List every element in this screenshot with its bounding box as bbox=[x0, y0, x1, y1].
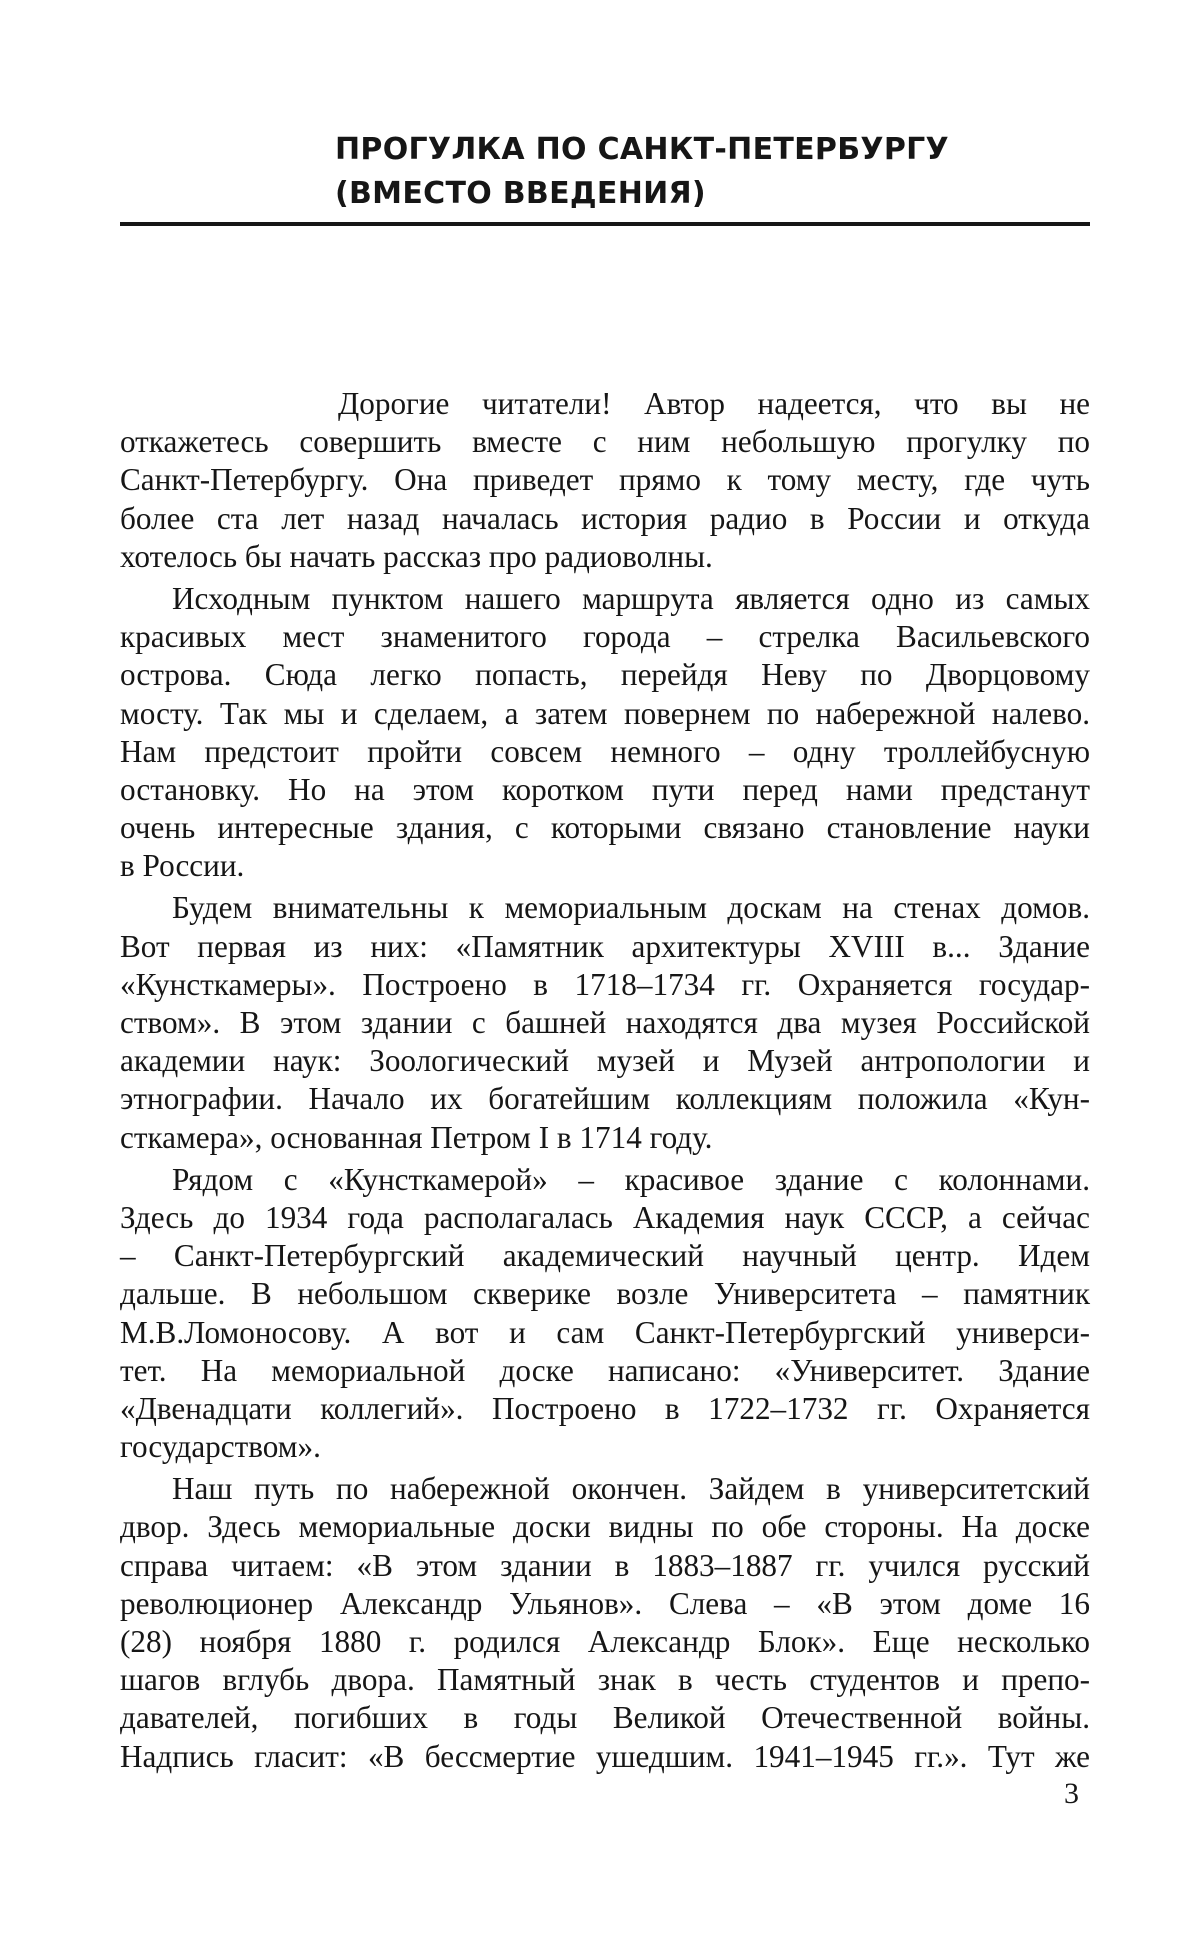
text-line: шагов вглубь двора. Памятный знак в честь студентов и препо- bbox=[120, 1662, 1090, 1698]
chapter-heading bbox=[335, 128, 1095, 216]
text-line: давателей, погибших в годы Великой Отечественной войны. bbox=[120, 1700, 1090, 1736]
text-line: – Санкт-Петербургский академический научный центр. Идем bbox=[120, 1238, 1090, 1274]
text-line: дальше. В небольшом скверике возле Университета – памятник bbox=[120, 1276, 1090, 1312]
text-line: откажетесь совершить вместе с ним небольшую прогулку по bbox=[120, 424, 1090, 460]
text-line: мосту. Так мы и сделаем, а затем повернем по набережной налево. bbox=[120, 695, 1090, 731]
text-line: «Кунсткамеры». Построено в 1718–1734 гг. Охраняется государ- bbox=[120, 966, 1090, 1002]
text-line: Вот первая из них: «Памятник архитектуры XVIII в... Здание bbox=[120, 928, 1090, 964]
text-line: сткамера», основанная Петром I в 1714 году. bbox=[120, 1119, 713, 1155]
text-line: Надпись гласит: «В бессмертие ушедшим. 1941–1945 гг.». Тут же bbox=[120, 1738, 1090, 1774]
text-line: Исходным пунктом нашего маршрута является одно из самых bbox=[172, 580, 1090, 616]
text-line: Рядом с «Кунсткамерой» – красивое здание с колоннами. bbox=[172, 1161, 1090, 1197]
text-line: более ста лет назад началась история радио в России и откуда bbox=[120, 500, 1090, 536]
text-line: красивых мест знаменитого города – стрелка Васильевского bbox=[120, 619, 1090, 655]
heading-divider bbox=[120, 222, 1090, 226]
page-number: 3 bbox=[1064, 1777, 1079, 1810]
text-line: остановку. Но на этом коротком пути перед нами предстанут bbox=[120, 771, 1090, 807]
text-line: «Двенадцати коллегий». Построено в 1722–1732 гг. Охраняется bbox=[120, 1390, 1090, 1426]
text-line: революционер Александр Ульянов». Слева – «В этом доме 16 bbox=[120, 1585, 1090, 1621]
chapter-subtitle: (ВМЕСТО ВВЕДЕНИЯ) bbox=[335, 176, 706, 211]
text-line: (28) ноября 1880 г. родился Александр Блок». Еще несколько bbox=[120, 1624, 1090, 1659]
text-line: Будем внимательны к мемориальным доскам на стенах домов. bbox=[172, 890, 1090, 926]
text-line: острова. Сюда легко попасть, перейдя Неву по Дворцовому bbox=[120, 657, 1090, 693]
text-line: этнографии. Начало их богатейшим коллекциям положила «Кун- bbox=[120, 1081, 1090, 1117]
body-text bbox=[120, 385, 1090, 1776]
paragraph bbox=[120, 889, 1090, 1156]
text-line: в России. bbox=[120, 848, 245, 884]
paragraph bbox=[120, 385, 1090, 576]
text-line: академии наук: Зоологический музей и Музей антропологии и bbox=[120, 1043, 1090, 1079]
text-line: Здесь до 1934 года располагалась Академия наук СССР, а сейчас bbox=[120, 1199, 1090, 1235]
chapter-title: ПРОГУЛКА ПО САНКТ-ПЕТЕРБУРГУ bbox=[335, 132, 949, 167]
text-line: Санкт-Петербургу. Она приведет прямо к тому месту, где чуть bbox=[120, 462, 1090, 498]
paragraph bbox=[120, 1161, 1090, 1467]
text-line: хотелось бы начать рассказ про радиоволны. bbox=[120, 538, 713, 574]
text-line: справа читаем: «В этом здании в 1883–1887 гг. учился русский bbox=[120, 1547, 1090, 1583]
text-line: двор. Здесь мемориальные доски видны по обе стороны. На доске bbox=[120, 1509, 1090, 1545]
paragraph bbox=[120, 1470, 1090, 1776]
text-line: тет. На мемориальной доске написано: «Университет. Здание bbox=[120, 1352, 1090, 1388]
text-line: очень интересные здания, с которыми связано становление науки bbox=[120, 810, 1090, 846]
text-line: государством». bbox=[120, 1429, 321, 1465]
text-line: М.В.Ломоносову. А вот и сам Санкт-Петербургский универси- bbox=[120, 1314, 1090, 1350]
text-line: Наш путь по набережной окончен. Зайдем в университетский bbox=[172, 1471, 1090, 1507]
text-line: Дорогие читатели! Автор надеется, что вы не bbox=[338, 386, 1090, 421]
text-line: ством». В этом здании с башней находятся два музея Российской bbox=[120, 1005, 1090, 1040]
text-line: Нам предстоит пройти совсем немного – одну троллейбусную bbox=[120, 733, 1090, 769]
paragraph bbox=[120, 580, 1090, 886]
